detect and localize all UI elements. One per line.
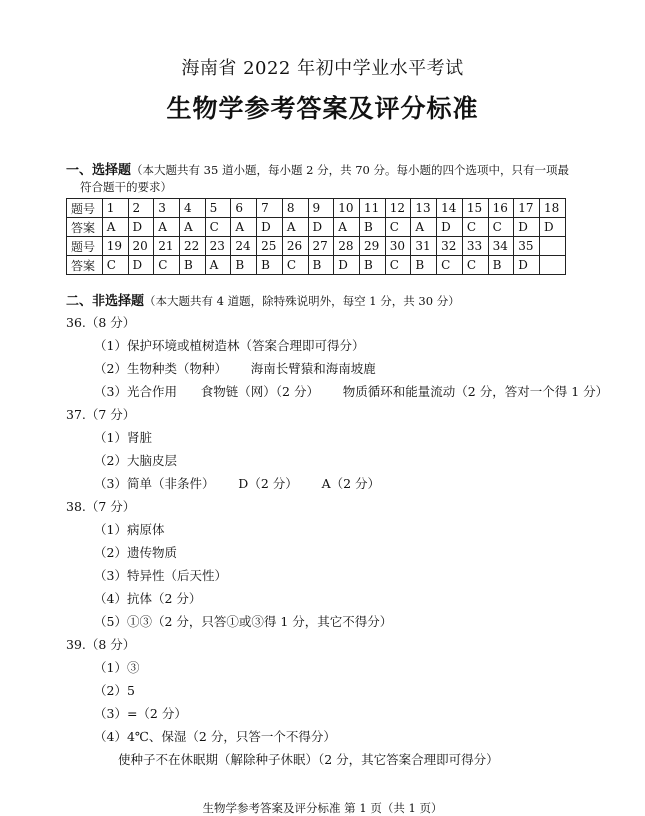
table-cell: C — [205, 218, 231, 237]
table-cell: C — [154, 256, 180, 275]
table-cell: D — [128, 218, 154, 237]
table-cell: 3 — [154, 199, 180, 218]
table-row — [67, 199, 566, 218]
section1-head: 一、选择题 — [66, 163, 132, 178]
table-row-label: 答案 — [67, 256, 103, 275]
table-cell: 11 — [359, 199, 385, 218]
question-38-title: 38.（7 分） — [66, 499, 136, 514]
q38-item-3: （3）特异性（后天性） — [94, 568, 227, 583]
table-cell: 16 — [488, 199, 514, 218]
table-cell: C — [462, 256, 488, 275]
table-cell: A — [154, 218, 180, 237]
q38-item-2: （2）遗传物质 — [94, 545, 177, 560]
table-cell: C — [488, 218, 514, 237]
table-cell: A — [102, 218, 128, 237]
table-row-label: 题号 — [67, 237, 103, 256]
table-cell: B — [257, 256, 283, 275]
table-cell: 21 — [154, 237, 180, 256]
question-36-title: 36.（8 分） — [66, 315, 136, 330]
answer-table — [66, 198, 566, 275]
page-title: 生物学参考答案及评分标准 — [166, 94, 479, 123]
table-cell: 24 — [231, 237, 257, 256]
table-cell: 19 — [102, 237, 128, 256]
section2-note: （本大题共有 4 道题，除特殊说明外，每空 1 分，共 30 分） — [144, 294, 460, 308]
q39-item-4-cont: 使种子不在休眠期（解除种子休眠）（2 分，其它答案合理即可得分） — [118, 752, 499, 767]
table-cell: 12 — [385, 199, 411, 218]
table-cell: A — [411, 218, 437, 237]
section2-heading — [66, 290, 460, 309]
table-cell: 32 — [437, 237, 463, 256]
q36-item-3: （3）光合作用 食物链（网）（2 分） 物质循环和能量流动（2 分，答对一个得 1 分） — [94, 384, 609, 399]
table-cell: 10 — [334, 199, 360, 218]
table-cell: C — [282, 256, 308, 275]
table-cell: D — [128, 256, 154, 275]
question-39-title: 39.（8 分） — [66, 637, 136, 652]
table-cell: 23 — [205, 237, 231, 256]
table-cell: 13 — [411, 199, 437, 218]
table-cell: D — [257, 218, 283, 237]
table-cell: D — [514, 256, 540, 275]
q37-item-1: （1）肾脏 — [94, 430, 152, 445]
table-cell: 30 — [385, 237, 411, 256]
exam-subtitle: 海南省 2022 年初中学业水平考试 — [181, 58, 464, 79]
page-footer: 生物学参考答案及评分标准 第 1 页（共 1 页） — [202, 801, 443, 815]
q36-item-1: （1）保护环境或植树造林（答案合理即可得分） — [94, 338, 365, 353]
table-cell: C — [385, 256, 411, 275]
table-cell: B — [411, 256, 437, 275]
table-row-label: 答案 — [67, 218, 103, 237]
q37-item-2: （2）大脑皮层 — [94, 453, 177, 468]
table-cell: D — [334, 256, 360, 275]
table-cell: 29 — [359, 237, 385, 256]
table-cell: 2 — [128, 199, 154, 218]
table-cell: 14 — [437, 199, 463, 218]
table-cell: C — [385, 218, 411, 237]
q39-item-3: （3）=（2 分） — [94, 706, 187, 721]
table-cell: B — [231, 256, 257, 275]
table-cell — [540, 256, 566, 275]
table-cell: D — [514, 218, 540, 237]
table-cell: C — [462, 218, 488, 237]
table-cell: 17 — [514, 199, 540, 218]
q39-item-4: （4）4℃、保湿（2 分，只答一个不得分） — [94, 729, 336, 744]
table-cell: 31 — [411, 237, 437, 256]
table-cell: D — [540, 218, 566, 237]
table-cell: 7 — [257, 199, 283, 218]
table-cell: A — [231, 218, 257, 237]
table-cell: B — [488, 256, 514, 275]
table-cell: 33 — [462, 237, 488, 256]
q39-item-1: （1）③ — [94, 660, 140, 675]
q37-item-3: （3）简单（非条件） D（2 分） A（2 分） — [94, 476, 381, 491]
table-cell: 22 — [179, 237, 205, 256]
table-cell: 34 — [488, 237, 514, 256]
section1-heading — [66, 161, 586, 180]
table-cell: A — [205, 256, 231, 275]
table-cell: 26 — [282, 237, 308, 256]
table-cell: 8 — [282, 199, 308, 218]
table-cell: 5 — [205, 199, 231, 218]
table-cell: 28 — [334, 237, 360, 256]
q38-item-5: （5）①③（2 分，只答①或③得 1 分，其它不得分） — [94, 614, 393, 629]
table-cell: 20 — [128, 237, 154, 256]
table-cell: 27 — [308, 237, 334, 256]
section1-note-cont: 符合题干的要求） — [80, 180, 172, 194]
table-row — [67, 256, 566, 275]
table-cell: B — [308, 256, 334, 275]
section1-note: （本大题共有 35 道小题，每小题 2 分，共 70 分。每小题的四个选项中，只有一项最 — [131, 163, 570, 177]
table-cell: A — [282, 218, 308, 237]
table-row-label: 题号 — [67, 199, 103, 218]
table-row — [67, 237, 566, 256]
table-cell: 6 — [231, 199, 257, 218]
table-cell: B — [179, 256, 205, 275]
table-cell: 4 — [179, 199, 205, 218]
q36-item-2: （2）生物种类（物种） 海南长臂猿和海南坡鹿 — [94, 361, 376, 376]
question-37-title: 37.（7 分） — [66, 407, 136, 422]
q38-item-1: （1）病原体 — [94, 522, 165, 537]
table-cell: A — [179, 218, 205, 237]
table-cell: 9 — [308, 199, 334, 218]
q39-item-2: （2）5 — [94, 683, 135, 698]
table-cell: C — [102, 256, 128, 275]
table-cell: C — [437, 256, 463, 275]
table-cell: B — [359, 218, 385, 237]
q38-item-4: （4）抗体（2 分） — [94, 591, 202, 606]
table-cell: A — [334, 218, 360, 237]
table-cell: 25 — [257, 237, 283, 256]
table-cell: B — [359, 256, 385, 275]
table-cell: 1 — [102, 199, 128, 218]
table-cell: D — [437, 218, 463, 237]
table-cell: 35 — [514, 237, 540, 256]
table-cell: 18 — [540, 199, 566, 218]
table-cell: 15 — [462, 199, 488, 218]
table-row — [67, 218, 566, 237]
table-cell — [540, 237, 566, 256]
table-cell: D — [308, 218, 334, 237]
section2-head: 二、非选择题 — [66, 294, 145, 309]
